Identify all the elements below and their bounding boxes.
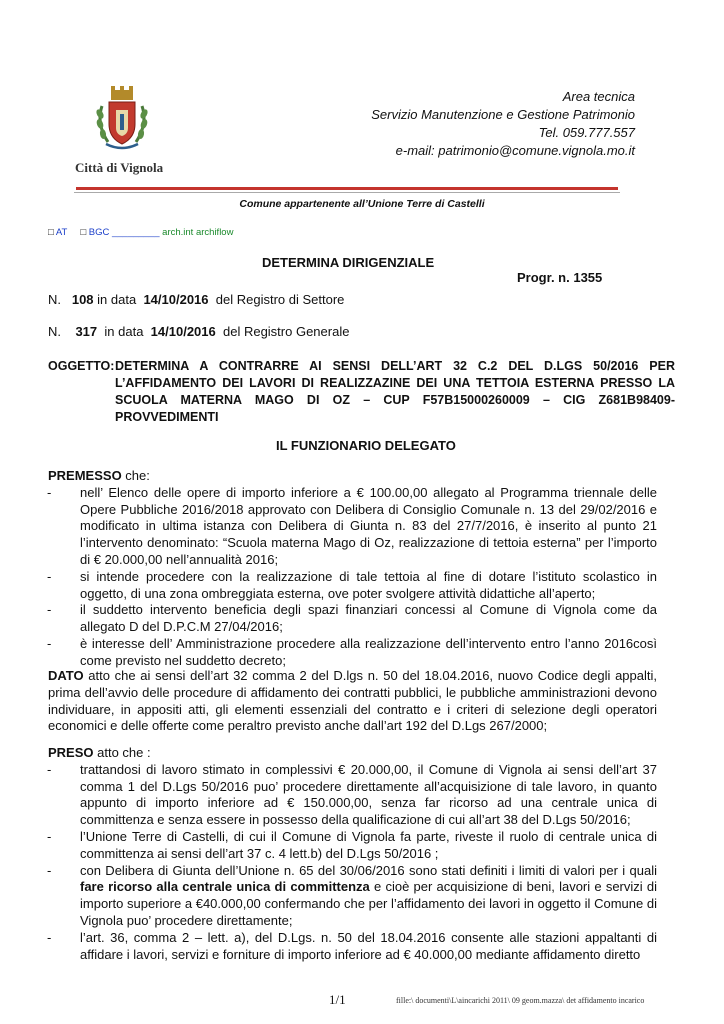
office-email: e-mail: patrimonio@comune.vignola.mo.it bbox=[395, 143, 635, 158]
progressive-number: Progr. n. 1355 bbox=[517, 270, 603, 285]
routing-codes bbox=[48, 227, 233, 238]
page-number: 1/1 bbox=[329, 992, 346, 1007]
dato-label: DATO bbox=[48, 668, 84, 683]
registro-suffix: del Registro Generale bbox=[222, 324, 350, 339]
premesso-section bbox=[48, 468, 657, 670]
list-item-text: si intende procedere con la realizzazione di tale tettoia al fine di dotare l’istituto scolastico in oggetto, di una zona ombreggiata esterna, ove poter svolgere attività didattiche all’aperto; bbox=[80, 568, 657, 601]
preso-label: PRESO bbox=[48, 745, 94, 760]
premesso-heading bbox=[48, 468, 657, 485]
list-item: - è interesse dell’ Amministrazione procedere alla realizzazione dell’intervento entro l’anno 2016così come previsto nel suddetto decreto; bbox=[47, 635, 657, 668]
list-item-text: nell’ Elenco delle opere di importo inferiore a € 100.00,00 allegato al Programma triennale delle Opere Pubbliche 2016/2018 approvato con Delibera di Consiglio Comunale n. 13 del 29/02/2016 e modificato in ultima istanza con Delibera di Giunta n. 83 del 27/7/2016, è inserito al punto 21 l’intervento denominato: “Scuola materna Mago di Oz, realizzazione di tettoia esterna” per l’importo di € 20.000,00 nell’annualità 2016; bbox=[80, 484, 657, 567]
code-archiflow: arch.int archiflow bbox=[162, 227, 234, 238]
oggetto-text: DETERMINA A CONTRARRE AI SENSI DELL’ART 32 C.2 DEL D.LGS 50/2016 PER L’AFFIDAMENTO DEI LAVORI DI REALIZZAZINE DEI UNA TETTOIA ESTERNA PRESSO LA SCUOLA MATERNA MAGO DI OZ – CUP F57B15000260009 – CIG Z681B98409- PROVVEDIMENTI bbox=[115, 359, 675, 424]
city-name: Città di Vignola bbox=[75, 160, 164, 175]
funzionario-heading: IL FUNZIONARIO DELEGATO bbox=[276, 438, 456, 453]
list-item-text: è interesse dell’ Amministrazione procedere alla realizzazione dell’intervento entro l’anno 2016così come previsto nel suddetto decreto; bbox=[80, 635, 657, 668]
in-data-label: in data bbox=[104, 324, 144, 339]
office-service: Servizio Manutenzione e Gestione Patrimonio bbox=[371, 107, 635, 122]
code-bgc: BGC bbox=[88, 227, 110, 238]
list-item: - nell’ Elenco delle opere di importo inferiore a € 100.00,00 allegato al Programma triennale delle Opere Pubbliche 2016/2018 approvato con Delibera di Consiglio Comunale n. 13 del 29/02/2016 e modificato in ultima istanza con Delibera di Giunta n. 83 del 27/7/2016, è inserito al punto 21 l’intervento denominato: “Scuola materna Mago di Oz, realizzazione di tettoia esterna” per l’importo di € 20.000,00 nell’annualità 2016; bbox=[47, 484, 657, 567]
premesso-suffix: che: bbox=[121, 468, 150, 483]
item-rest: e cioè per acquisizione di beni, lavori e servizi di importo superiore a €40.000,00 confermando che per l’affidamento dei lavori in oggetto il Comune di Vignola puo’ procedere direttamente; bbox=[80, 879, 657, 928]
list-item-text: l’Unione Terre di Castelli, di cui il Comune di Vignola fa parte, riveste il ruolo di centrale unica di committenza ai sensi dell’art 37 c. 4 lett.b) del D.Lgs 50/2016 ; bbox=[80, 828, 657, 861]
header-rule-red bbox=[76, 187, 618, 190]
preso-section bbox=[48, 745, 657, 963]
header-rule-grey bbox=[74, 192, 620, 193]
list-item: - trattandosi di lavoro stimato in complessivi € 20.000,00, il Comune di Vignola ai sensi dell’art 37 comma 1 del D.Lgs 50/2016 puo’ procedere direttamente all’acquisizione di tale lavoro, in quanto appunto di importo inferiore ad € 150.000,00, senza far ricorso ad una centrale unica di committenza e senza essere in possesso della qualificazione di cui all’art 38 del D.Lgs 50/2016; bbox=[47, 761, 657, 828]
oggetto-label: OGGETTO: bbox=[48, 359, 115, 373]
city-crest-logo bbox=[94, 84, 150, 152]
registro-settore bbox=[48, 292, 344, 307]
file-path: fille:\ documenti\L\aincarichi 2011\ 09 geom.mazza\ det affidamento incarico bbox=[396, 996, 645, 1005]
list-item-text: il suddetto intervento beneficia degli spazi finanziari concessi al Comune di Vignola come da allegato D del D.P.C.M 27/04/2016; bbox=[80, 602, 657, 635]
office-info bbox=[371, 88, 635, 160]
n-label: N. bbox=[48, 324, 61, 339]
union-line: Comune appartenente all’Unione Terre di Castelli bbox=[239, 198, 485, 210]
dato-section bbox=[48, 668, 657, 735]
code-at: AT bbox=[55, 227, 68, 238]
list-item-text bbox=[68, 863, 657, 930]
list-item: - il suddetto intervento beneficia degli spazi finanziari concessi al Comune di Vignola come da allegato D del D.P.C.M 27/04/2016; bbox=[47, 602, 657, 635]
dato-text: atto che ai sensi dell’art 32 comma 2 del D.lgs n. 50 del 18.04.2016, nuovo Codice degli appalti, prima dell’avvio delle procedure di affidamento dei contratti pubblici, le pubbliche amministrazioni devono individuare, in appositi atti, gli elementi essenziali del contratto e i criteri di selezione degli operatori economici e delle offerte come peraltro previsto anche dall’art 192 del D.Lgs 267/2000; bbox=[48, 668, 657, 734]
code-blank: _________ bbox=[111, 227, 160, 238]
n-label: N. bbox=[48, 292, 61, 307]
list-item-text: trattandosi di lavoro stimato in complessivi € 20.000,00, il Comune di Vignola ai sensi dell’art 37 comma 1 del D.Lgs 50/2016 puo’ procedere direttamente all’acquisizione di tale lavoro, in quanto appunto di importo inferiore ad € 150.000,00, senza far ricorso ad una centrale unica di committenza e senza essere in possesso della qualificazione di cui all’art 38 del D.Lgs 50/2016; bbox=[80, 761, 657, 828]
item-bold: fare ricorso alla centrale unica di committenza bbox=[80, 879, 370, 895]
registro-date: 14/10/2016 bbox=[150, 324, 216, 339]
document-title: DETERMINA DIRIGENZIALE bbox=[262, 255, 435, 270]
office-area: Area tecnica bbox=[562, 89, 635, 104]
list-item: - con Delibera di Giunta dell’Unione n. 65 del 30/06/2016 sono stati definiti i limiti di valori per i quali fare ricorso alla centrale unica di committenza e cioè per acquisizione di beni, lavori e servizi di importo superiore a €40.000,00 confermando che per l’affidamento dei lavori in oggetto il Comune di Vignola puo’ procedere direttamente; bbox=[47, 862, 657, 928]
office-phone: Tel. 059.777.557 bbox=[538, 125, 635, 140]
list-item: - si intende procedere con la realizzazione di tale tettoia al fine di dotare l’istituto scolastico in oggetto, di una zona ombreggiata esterna, ove poter svolgere attività didattiche all’aperto; bbox=[47, 568, 657, 601]
preso-suffix: atto che : bbox=[93, 745, 151, 760]
in-data-label: in data bbox=[97, 292, 137, 307]
item-start: con Delibera di Giunta dell’Unione n. 65 del 30/06/2016 sono stati definiti i limiti di valori per i quali bbox=[80, 862, 657, 878]
registro-number: 317 bbox=[75, 324, 98, 339]
registro-generale bbox=[48, 324, 349, 339]
premesso-label: PREMESSO bbox=[48, 468, 122, 483]
list-item-text: l’art. 36, comma 2 – lett. a), del D.Lgs. n. 50 del 18.04.2016 consente alle stazioni appaltanti di affidare i lavori, servizi e forniture di importo inferiore ad € 40.000,00 mediante affidamento diretto bbox=[80, 929, 657, 962]
registro-number: 108 bbox=[71, 292, 94, 307]
list-item: - l’Unione Terre di Castelli, di cui il Comune di Vignola fa parte, riveste il ruolo di centrale unica di committenza ai sensi dell’art 37 c. 4 lett.b) del D.Lgs 50/2016 ; bbox=[47, 828, 657, 861]
preso-heading bbox=[48, 745, 657, 762]
registro-suffix: del Registro di Settore bbox=[215, 292, 345, 307]
list-item: - l’art. 36, comma 2 – lett. a), del D.Lgs. n. 50 del 18.04.2016 consente alle stazioni appaltanti di affidare i lavori, servizi e forniture di importo inferiore ad € 40.000,00 mediante affidamento diretto bbox=[47, 929, 657, 962]
registro-date: 14/10/2016 bbox=[143, 292, 209, 307]
checkbox-icon: □ bbox=[48, 227, 54, 238]
checkbox-icon: □ bbox=[80, 227, 87, 238]
